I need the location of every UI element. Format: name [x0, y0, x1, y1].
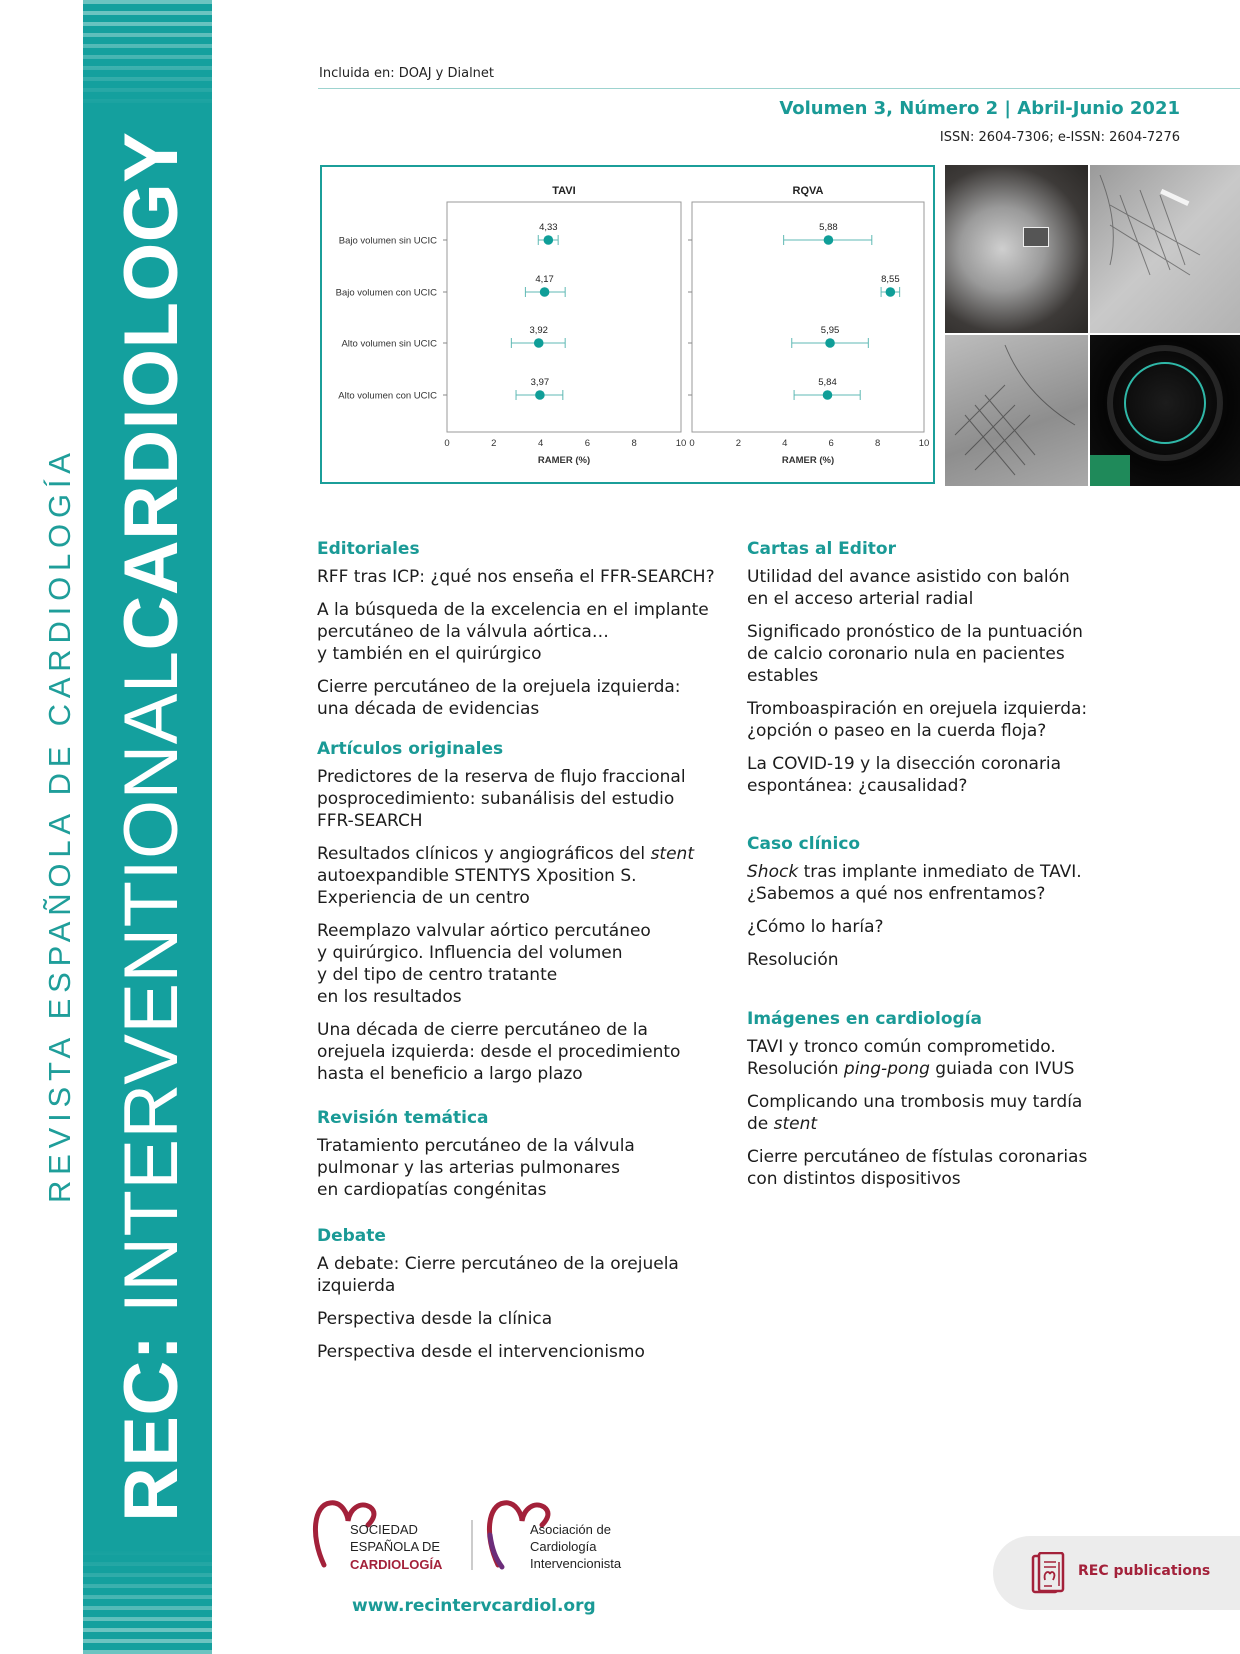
text-segment: Resultados clínicos y angiográficos del	[317, 844, 651, 864]
article-title-line: pulmonar y las arterias pulmonares	[317, 1158, 620, 1178]
article-title-line: espontánea: ¿causalidad?	[747, 776, 968, 796]
sec-logo-line-3: CARDIOLOGÍA	[350, 1557, 443, 1572]
website-link[interactable]: www.recintervcardiol.org	[352, 1596, 596, 1616]
article-title[interactable]	[747, 1036, 1147, 1080]
x-tick-label: 2	[491, 438, 497, 449]
article-title-line: RFF tras ICP: ¿qué nos enseña el FFR-SEARCH?	[317, 567, 715, 587]
article-title-line: La COVID-19 y la disección coronaria	[747, 754, 1062, 774]
x-axis-label: RAMER (%)	[781, 455, 835, 466]
article-title-line: y del tipo de centro tratante	[317, 965, 558, 985]
article-title-line: Reemplazo valvular aórtico percutáneo	[317, 921, 651, 941]
article-title[interactable]	[747, 916, 1147, 938]
x-tick-label: 10	[918, 438, 930, 449]
article-title[interactable]	[317, 766, 717, 832]
volume-issue: Volumen 3, Número 2 | Abril-Junio 2021	[779, 98, 1180, 119]
header-divider	[318, 88, 1240, 89]
x-axis-label: RAMER (%)	[537, 455, 591, 466]
journal-title-rec: REC:	[109, 1335, 194, 1522]
category-label: Alto volumen con UCIC	[338, 390, 437, 402]
journal-title-cardiology: CARDIOLOGY	[109, 132, 194, 651]
article-title-line: con distintos dispositivos	[747, 1169, 961, 1189]
data-point	[544, 235, 554, 245]
aci-logo-line-3: Intervencionista	[530, 1556, 622, 1571]
category-label: Bajo volumen con UCIC	[335, 287, 437, 299]
section-heading: Imágenes en cardiología	[747, 1009, 983, 1029]
article-title[interactable]	[317, 1308, 717, 1330]
article-title-line: en el acceso arterial radial	[747, 589, 974, 609]
article-title[interactable]	[317, 1135, 717, 1201]
spine-band	[83, 0, 212, 1654]
x-tick-label: 4	[537, 438, 544, 449]
article-title-line: y también en el quirúrgico	[317, 644, 542, 664]
article-title[interactable]	[317, 566, 717, 588]
data-point	[534, 338, 544, 348]
article-title-line: percutáneo de la válvula aórtica…	[317, 622, 609, 642]
article-title-line: una década de evidencias	[317, 699, 540, 719]
journal-title	[109, 132, 194, 1522]
section-heading: Debate	[317, 1226, 386, 1246]
valve-image	[945, 335, 1088, 486]
section-heading: Caso clínico	[747, 834, 861, 854]
italic-term: stent	[650, 844, 694, 864]
article-title-line: Perspectiva desde el intervencionismo	[317, 1342, 645, 1362]
x-tick-label: 6	[828, 438, 834, 449]
article-title[interactable]	[747, 949, 1147, 971]
toc-section	[747, 1008, 1147, 1190]
article-title-line: y quirúrgico. Influencia del volumen	[317, 943, 623, 963]
article-title[interactable]	[747, 861, 1147, 905]
article-title-line: Cierre percutáneo de fístulas coronarias	[747, 1147, 1088, 1167]
article-title-line: Tratamiento percutáneo de la válvula	[317, 1136, 635, 1156]
data-label: 3,92	[529, 325, 548, 336]
x-tick-label: 6	[584, 438, 591, 449]
data-point	[540, 287, 550, 297]
article-title-line: orejuela izquierda: desde el procedimiento	[317, 1042, 681, 1062]
article-title-line: Tromboaspiración en orejuela izquierda:	[747, 699, 1088, 719]
data-point	[535, 390, 545, 400]
data-point	[825, 338, 835, 348]
article-title-line	[747, 1113, 1147, 1135]
article-title-line: TAVI y tronco común comprometido.	[747, 1037, 1056, 1057]
indexed-in: Incluida en: DOAJ y Dialnet	[319, 66, 495, 81]
panel-title: TAVI	[552, 185, 576, 197]
article-title-line: FFR-SEARCH	[317, 811, 423, 831]
x-tick-label: 8	[874, 438, 881, 449]
toc-section	[317, 1225, 717, 1363]
article-title[interactable]	[747, 566, 1147, 610]
article-title[interactable]	[747, 753, 1147, 797]
x-tick-label: 0	[689, 438, 695, 449]
aci-logo-line-2: Cardiología	[530, 1539, 597, 1554]
plot-frame	[447, 202, 681, 432]
section-heading: Cartas al Editor	[747, 539, 896, 559]
article-title-line: posprocedimiento: subanálisis del estudio	[317, 789, 675, 809]
forest-plot	[320, 165, 935, 484]
data-label: 5,84	[818, 377, 837, 388]
article-title[interactable]	[747, 621, 1147, 687]
italic-term: stent	[773, 1114, 818, 1134]
article-title[interactable]	[317, 1019, 717, 1085]
article-title-line	[747, 1058, 1147, 1080]
angiography-image	[1090, 165, 1240, 333]
section-heading: Artículos originales	[317, 739, 504, 759]
forest-plot-figure	[320, 165, 935, 484]
data-label: 4,17	[535, 274, 554, 285]
toc-section	[747, 538, 1147, 797]
cover-images	[945, 165, 1240, 484]
section-heading: Editoriales	[317, 539, 420, 559]
category-label: Bajo volumen sin UCIC	[338, 235, 437, 247]
article-title-line: estables	[747, 666, 819, 686]
text-segment: Resolución	[747, 1059, 844, 1079]
article-title[interactable]	[317, 1253, 717, 1297]
x-tick-label: 0	[444, 438, 450, 449]
journal-title-interventional: INTERVENTIONAL	[109, 650, 194, 1335]
article-title[interactable]	[317, 843, 717, 909]
article-title-line: ¿Cómo lo haría?	[747, 917, 884, 937]
data-point	[886, 287, 896, 297]
article-title-line: Significado pronóstico de la puntuación	[747, 622, 1083, 642]
article-title-line: autoexpandible STENTYS Xposition S.	[317, 866, 637, 886]
data-label: 3,97	[530, 377, 550, 388]
article-title-line: ¿opción o paseo en la cuerda floja?	[747, 721, 1047, 741]
article-title-line: hasta el beneficio a largo plazo	[317, 1064, 583, 1084]
data-label: 4,33	[539, 222, 558, 233]
article-title-line: Una década de cierre percutáneo de la	[317, 1020, 648, 1040]
italic-term: Shock	[747, 862, 799, 882]
article-title-line: en cardiopatías congénitas	[317, 1180, 547, 1200]
article-title-line: Experiencia de un centro	[317, 888, 530, 908]
x-tick-label: 10	[675, 438, 687, 449]
category-label: Alto volumen sin UCIC	[341, 338, 437, 350]
article-title-line: A la búsqueda de la excelencia en el implante	[317, 600, 709, 620]
toc-section	[317, 738, 717, 1085]
italic-term: ping-pong	[843, 1059, 930, 1079]
plot-frame	[692, 202, 924, 432]
article-title[interactable]	[317, 676, 717, 720]
article-title-line: Perspectiva desde la clínica	[317, 1309, 553, 1329]
article-title-line: de calcio coronario nula en pacientes	[747, 644, 1065, 664]
journal-subtitle: REVISTA ESPAÑOLA DE CARDIOLOGÍA	[42, 453, 77, 1203]
article-title-line: en los resultados	[317, 987, 462, 1007]
rec-publications-badge	[993, 1536, 1240, 1610]
sec-logo-line-1: SOCIEDAD	[350, 1522, 418, 1537]
publisher-name: REC publications	[1078, 1563, 1211, 1579]
article-title-line: ¿Sabemos a qué nos enfrentamos?	[747, 884, 1046, 904]
x-tick-label: 2	[735, 438, 742, 449]
text-segment: de	[747, 1114, 774, 1134]
x-tick-label: 8	[631, 438, 637, 449]
article-title[interactable]	[317, 599, 717, 665]
article-title-line	[747, 861, 1147, 883]
article-title-line: A debate: Cierre percutáneo de la orejuela	[317, 1254, 679, 1274]
toc-section	[747, 833, 1147, 971]
data-point	[823, 390, 833, 400]
article-title[interactable]	[747, 698, 1147, 742]
ivus-image	[1090, 335, 1240, 486]
text-segment: guiada con IVUS	[929, 1059, 1075, 1079]
article-title[interactable]	[747, 1146, 1147, 1190]
article-title-line: izquierda	[317, 1276, 396, 1296]
article-title-line: Predictores de la reserva de flujo fraccional	[317, 767, 686, 787]
text-segment: tras implante inmediato de TAVI.	[798, 862, 1082, 882]
article-title[interactable]	[747, 1091, 1147, 1135]
toc-section	[317, 1107, 717, 1201]
article-title[interactable]	[317, 920, 717, 1008]
section-heading: Revisión temática	[317, 1108, 489, 1128]
article-title-line	[317, 843, 717, 865]
article-title-line: Cierre percutáneo de la orejuela izquierda:	[317, 677, 681, 697]
data-label: 5,88	[819, 222, 838, 233]
panel-title: RQVA	[792, 185, 824, 197]
ct-image	[945, 165, 1088, 333]
data-label: 8,55	[881, 274, 900, 285]
journal-subtitle-strip	[0, 0, 83, 1654]
society-logos	[312, 1495, 652, 1585]
publication-document-icon	[1029, 1552, 1069, 1596]
sec-logo-line-2: ESPAÑOLA DE	[350, 1539, 441, 1554]
article-title[interactable]	[317, 1341, 717, 1363]
toc-section	[317, 538, 717, 720]
data-point	[824, 235, 834, 245]
article-title-line: Complicando una trombosis muy tardía	[747, 1092, 1083, 1112]
issn: ISSN: 2604-7306; e-ISSN: 2604-7276	[939, 130, 1180, 145]
article-title-line: Resolución	[747, 950, 839, 970]
data-label: 5,95	[820, 325, 840, 336]
article-title-line: Utilidad del avance asistido con balón	[747, 567, 1070, 587]
aci-logo-line-1: Asociación de	[530, 1522, 611, 1537]
x-tick-label: 4	[782, 438, 788, 449]
